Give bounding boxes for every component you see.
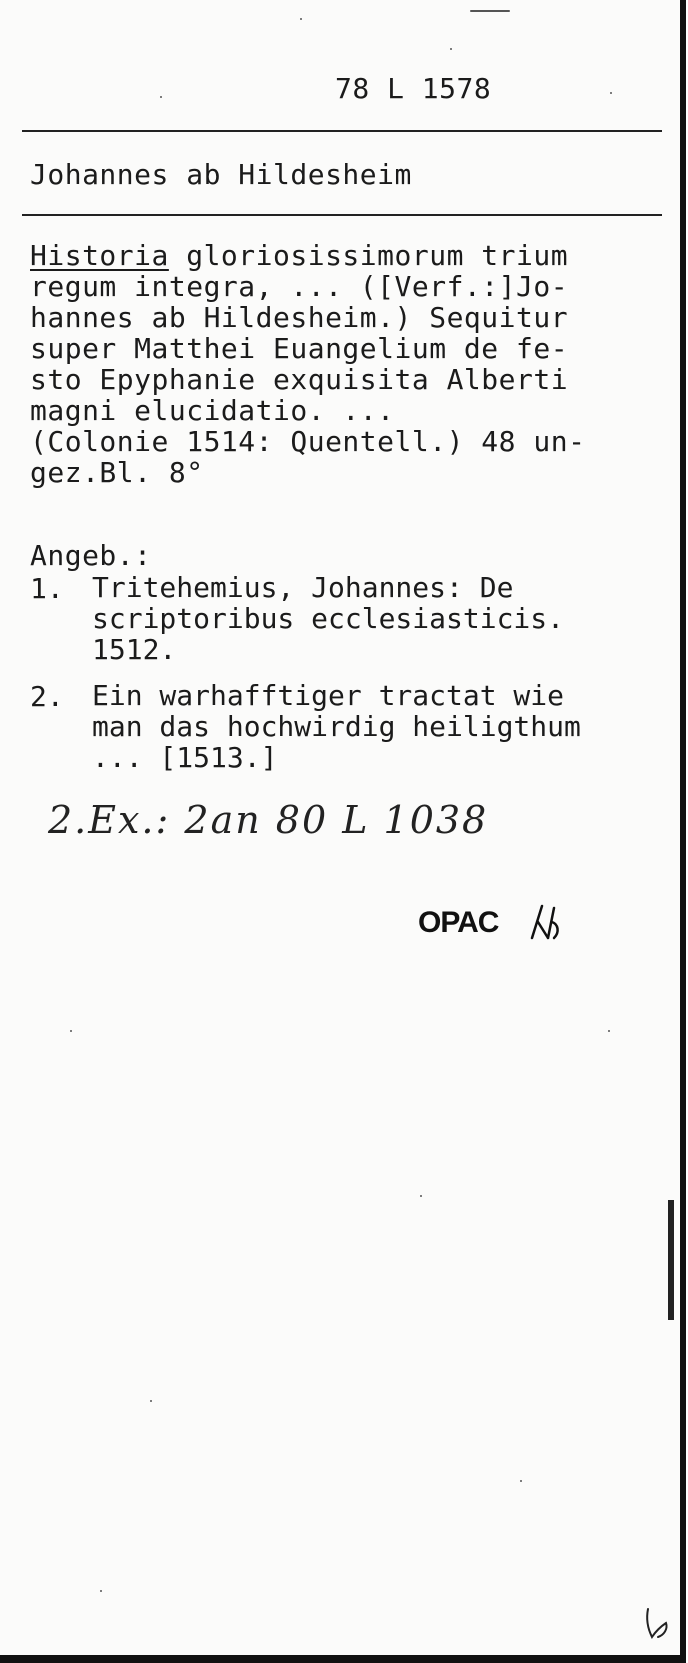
description-line-1-rest: gloriosissimorum trium xyxy=(168,239,569,272)
description-line: hannes ab Hildesheim.) Sequitur xyxy=(30,301,569,334)
scan-speck xyxy=(470,10,510,12)
bound-with-number: 2. xyxy=(30,680,64,713)
top-divider xyxy=(22,130,662,132)
scan-speck xyxy=(300,18,302,20)
opac-stamp: OPAC xyxy=(418,906,499,939)
corner-initial-mark-icon xyxy=(642,1605,676,1641)
bound-with-line: scriptoribus ecclesiasticis. xyxy=(92,602,565,635)
scan-speck xyxy=(520,1480,522,1482)
heading-divider xyxy=(22,214,662,216)
description-line: sto Epyphanie exquisita Alberti xyxy=(30,363,569,396)
bound-with-line: 1512. xyxy=(92,633,177,666)
bound-with-line: man das hochwirdig heiligthum xyxy=(92,710,581,743)
bound-with-number: 1. xyxy=(30,572,64,605)
title-keyword: Historia xyxy=(30,239,169,272)
shelfmark: 78 L 1578 xyxy=(335,72,492,105)
scan-speck xyxy=(100,1590,102,1592)
scan-speck xyxy=(160,96,162,98)
description-line: regum integra, ... ([Verf.:]Jo- xyxy=(30,270,569,303)
description-line: magni elucidatio. ... xyxy=(30,394,395,427)
scan-speck xyxy=(420,1195,422,1197)
handwritten-copy-note: 2.Ex.: 2an 80 L 1038 xyxy=(48,798,489,842)
scan-speck xyxy=(70,1030,72,1032)
bound-with-line: Tritehemius, Johannes: De xyxy=(92,571,514,604)
description-line: super Matthei Euangelium de fe- xyxy=(30,332,569,365)
author-heading: Johannes ab Hildesheim xyxy=(30,158,412,191)
scan-speck xyxy=(610,92,612,94)
imprint-line: (Colonie 1514: Quentell.) 48 un- xyxy=(30,425,586,458)
bound-with-line: Ein warhafftiger tractat wie xyxy=(92,679,565,712)
collation-line: gez.Bl. 8° xyxy=(30,456,204,489)
bound-with-item-2 xyxy=(92,680,581,773)
edge-shadow xyxy=(668,1200,674,1320)
scan-speck xyxy=(150,1400,152,1402)
bound-with-label: Angeb.: xyxy=(30,539,152,572)
bibliographic-description xyxy=(30,240,585,488)
scan-speck xyxy=(450,48,452,50)
bound-with-line: ... [1513.] xyxy=(92,741,278,774)
bound-with-item-1 xyxy=(92,572,564,665)
initials-mark-icon xyxy=(528,902,564,942)
scan-speck xyxy=(608,1030,610,1032)
